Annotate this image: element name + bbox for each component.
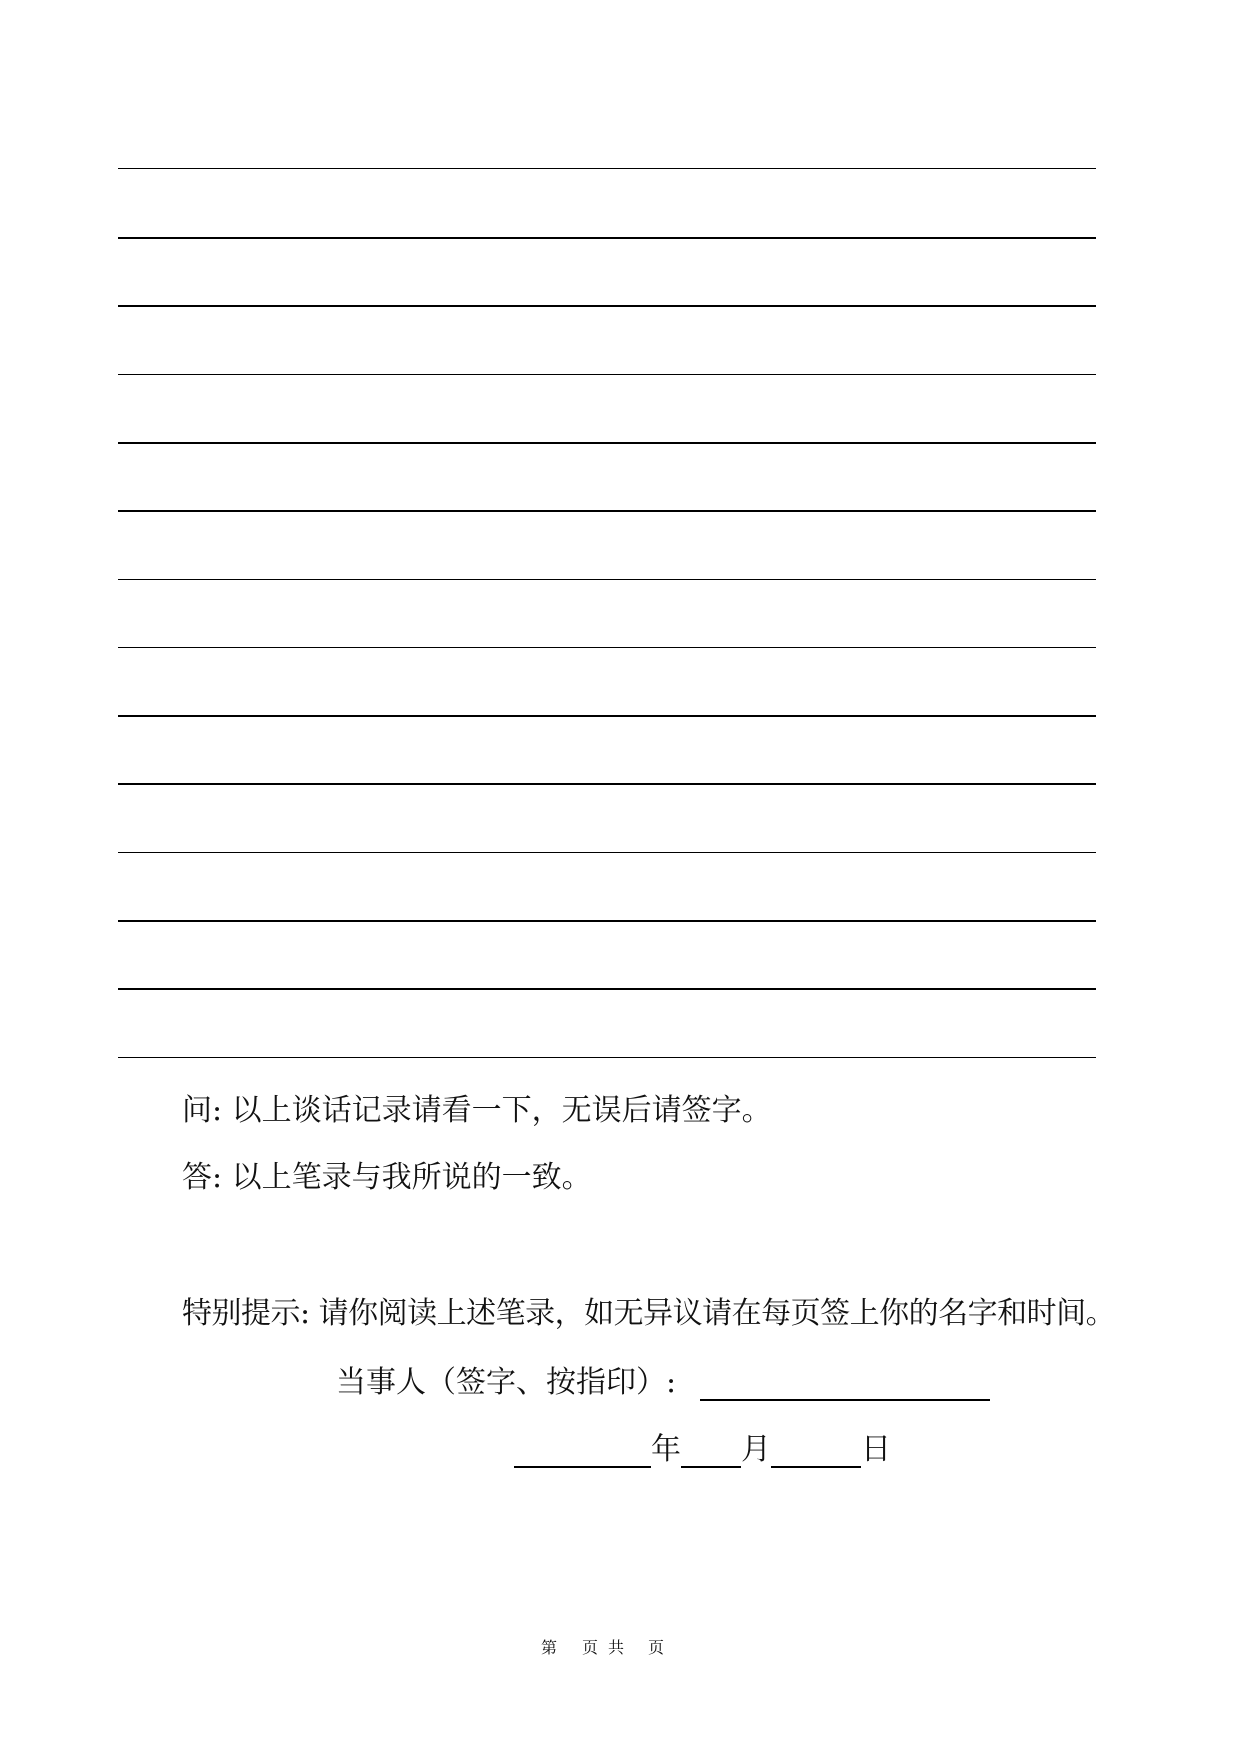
ruled-line xyxy=(118,305,1096,307)
month-label: 月 xyxy=(741,1432,771,1467)
question-line xyxy=(182,1093,772,1129)
day-field[interactable] xyxy=(771,1436,861,1468)
month-field[interactable] xyxy=(681,1436,741,1468)
ruled-line xyxy=(118,1057,1096,1058)
ruled-line xyxy=(118,510,1096,512)
ruled-line xyxy=(118,647,1096,648)
footer-page-label: 页 xyxy=(582,1638,599,1657)
signature-label: 当事人（签字、按指印）: xyxy=(336,1365,677,1400)
answer-line xyxy=(182,1160,592,1196)
ruled-line xyxy=(118,920,1096,922)
year-field[interactable] xyxy=(514,1436,651,1468)
footer-gong: 共 xyxy=(608,1638,625,1657)
question-label: 问: xyxy=(182,1093,223,1128)
ruled-line xyxy=(118,715,1096,717)
answer-label: 答: xyxy=(182,1160,223,1195)
ruled-line xyxy=(118,374,1096,375)
signature-field[interactable] xyxy=(700,1369,990,1401)
notice-text: 请你阅读上述笔录，如无异议请在每页签上你的名字和时间。 xyxy=(318,1296,1116,1331)
answer-text: 以上笔录与我所说的一致。 xyxy=(231,1160,592,1195)
signature-line xyxy=(336,1365,990,1401)
day-label: 日 xyxy=(861,1432,891,1467)
notice-label: 特别提示: xyxy=(182,1296,310,1331)
ruled-line xyxy=(118,852,1096,853)
notice-line xyxy=(182,1296,1115,1332)
question-text: 以上谈话记录请看一下，无误后请签字。 xyxy=(231,1093,772,1128)
ruled-line xyxy=(118,988,1096,990)
date-line xyxy=(514,1432,891,1468)
ruled-line xyxy=(118,783,1096,785)
footer-di: 第 xyxy=(541,1638,558,1657)
ruled-line xyxy=(118,579,1096,580)
year-label: 年 xyxy=(651,1432,681,1467)
ruled-line xyxy=(118,442,1096,444)
footer-page-label-2: 页 xyxy=(648,1638,665,1657)
ruled-line xyxy=(118,237,1096,239)
ruled-line xyxy=(118,168,1096,169)
